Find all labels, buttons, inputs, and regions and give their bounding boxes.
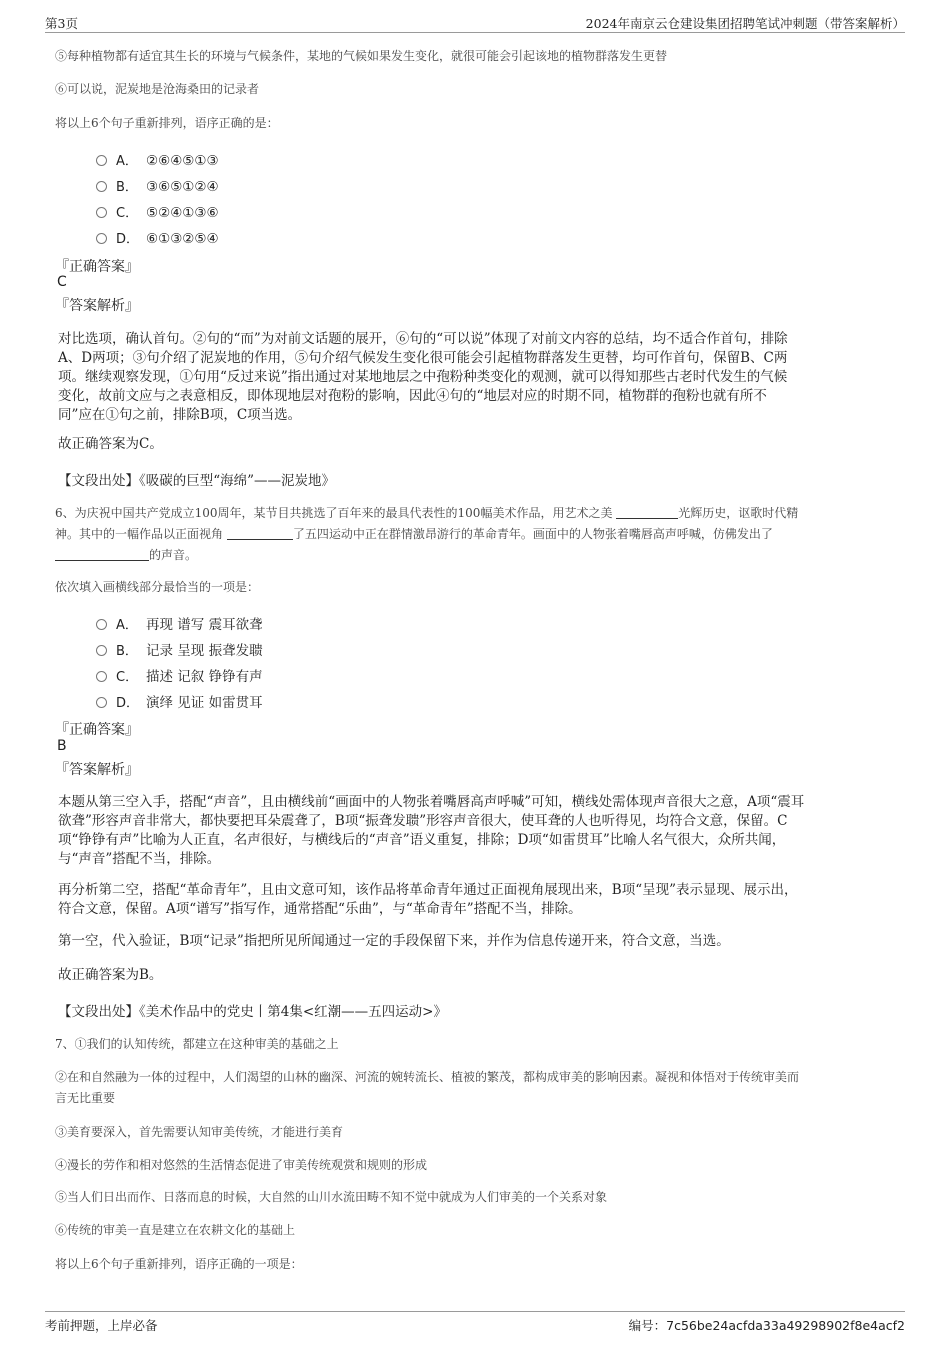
q6-answer-label: 『正确答案』	[55, 722, 139, 738]
document-code: 编号：7c56be24acfda33a49298902f8e4acf2	[628, 1318, 905, 1333]
q5-source: 【文段出处】《吸碳的巨型“海绵”——泥炭地》	[58, 473, 336, 489]
document-title: 2024年南京云仓建设集团招聘笔试冲刺题（带答案解析）	[585, 16, 905, 31]
q5-conclusion: 故正确答案为C。	[58, 436, 163, 452]
q5-answer-label: 『正确答案』	[55, 259, 139, 275]
radio-icon[interactable]	[96, 233, 107, 244]
q6-answer: B	[57, 738, 67, 754]
radio-icon[interactable]	[96, 207, 107, 218]
q5-option-d[interactable]: D． ⑥①③②⑤④	[96, 228, 219, 248]
q7-sentence-6: ⑥传统的审美一直是建立在农耕文化的基础上	[55, 1223, 296, 1237]
q7-sentence-1: 7、①我们的认知传统，都建立在这种审美的基础之上	[55, 1037, 339, 1051]
page-header	[45, 12, 905, 33]
q6-blank-1	[616, 507, 678, 519]
q6-option-a[interactable]: A． 再现 谱写 震耳欲聋	[96, 613, 263, 633]
footer-slogan: 考前押题，上岸必备	[45, 1318, 158, 1333]
radio-icon[interactable]	[96, 155, 107, 166]
q7-prompt: 将以上6个句子重新排列，语序正确的一项是：	[55, 1257, 303, 1271]
q7-sentence-3: ③美育要深入，首先需要认知审美传统，才能进行美育	[55, 1125, 344, 1139]
radio-icon[interactable]	[96, 181, 107, 192]
q6-option-b[interactable]: B． 记录 呈现 振聋发聩	[96, 639, 263, 659]
q5-option-b[interactable]: B． ③⑥⑤①②④	[96, 176, 219, 196]
page-number: 第3页	[45, 16, 78, 31]
q6-analysis-label: 『答案解析』	[55, 762, 139, 778]
q6-option-c[interactable]: C． 描述 记叙 铮铮有声	[96, 665, 263, 685]
radio-icon[interactable]	[96, 645, 107, 656]
q5-analysis: 对比选项，确认首句。②句的“而”为对前文话题的展开，⑥句的“可以说”体现了对前文内容的总结，均不适合作首句，排除 A、D两项；③句介绍了泥炭地的作用，⑤句介绍气候发生变化很可能会引起植物群落发生更替，均可作首句，保留B、C两 项。继续观察发现，①句用“反过来说”指出通过对某地地层之中孢粉种类变化的观测，就可以得知那些古老时代发生的气候 变化，故前文应与之表意相反，即体现地层对孢粉的影响，因此④句的“地层对应的时期不同，植物群的孢粉也就有所不 同”应在①句之前，排除B项，C项当选。	[58, 331, 788, 423]
q6-source: 【文段出处】《美术作品中的党史丨第4集<红潮——五四运动>》	[58, 1004, 447, 1020]
q7-sentence-4: ④漫长的劳作和相对悠然的生活情态促进了审美传统观赏和规则的形成	[55, 1158, 428, 1172]
q5-sentence-6: ⑥可以说，泥炭地是沧海桑田的记录者	[55, 82, 260, 96]
radio-icon[interactable]	[96, 671, 107, 682]
q5-option-c[interactable]: C． ⑤②④①③⑥	[96, 202, 219, 222]
q6-blank-2	[227, 528, 293, 540]
radio-icon[interactable]	[96, 619, 107, 630]
q6-conclusion: 故正确答案为B。	[58, 967, 163, 983]
q6-analysis-paragraph-1: 本题从第三空入手，搭配“声音”，且由横线前“画面中的人物张着嘴唇高声呼喊”可知，横线处需体现声音很大之意，A项“震耳 欲聋”形容声音非常大，都快要把耳朵震聋了，B项“振聋发聩”形容声音很大，使耳聋的人也听得见，均符合文意，保留。C 项“铮铮有声”比喻为人正直，名声很好，与横线后的“声音”语义重复，排除；D项“如雷贯耳”比喻人名气很大，众所共闻， 与“声音”搭配不当，排除。	[58, 794, 805, 867]
q5-sentence-5: ⑤每种植物都有适宜其生长的环境与气候条件，某地的气候如果发生变化，就很可能会引起该地的植物群落发生更替	[55, 49, 668, 63]
q6-prompt: 依次填入画横线部分最恰当的一项是：	[55, 580, 260, 594]
q5-analysis-label: 『答案解析』	[55, 298, 139, 314]
q6-analysis-paragraph-2: 再分析第二空，搭配“革命青年”，且由文意可知，该作品将革命青年通过正面视角展现出来，B项“呈现”表示显现、展示出， 符合文意，保留。A项“谱写”指写作，通常搭配“乐曲”，与“革命青年”搭配不当，排除。	[58, 882, 798, 917]
q5-option-a[interactable]: A． ②⑥④⑤①③	[96, 150, 219, 170]
q5-prompt: 将以上6个句子重新排列，语序正确的是：	[55, 116, 279, 130]
page-footer	[45, 1311, 905, 1336]
radio-icon[interactable]	[96, 697, 107, 708]
q6-option-d[interactable]: D． 演绎 见证 如雷贯耳	[96, 691, 263, 711]
q6-blank-3	[55, 549, 149, 561]
q6-stem: 6、为庆祝中国共产党成立100周年，某节目共挑选了百年来的最具代表性的100幅美术作品，用艺术之美 光辉历史，讴歌时代精 神。其中的一幅作品以正面视角 了五四运动中正在群情激昂游行的革命青年。画面中的人物张着嘴唇高声呼喊，仿佛发出了 的声音。	[55, 506, 799, 562]
q5-answer: C	[57, 274, 67, 290]
q6-analysis-paragraph-3: 第一空，代入验证，B项“记录”指把所见所闻通过一定的手段保留下来，并作为信息传递开来，符合文意，当选。	[58, 933, 730, 949]
q7-sentence-2: ②在和自然融为一体的过程中，人们渴望的山林的幽深、河流的婉转流长、植被的繁茂，都构成审美的影响因素。凝视和体悟对于传统审美而 言无比重要	[55, 1070, 800, 1105]
q7-sentence-5: ⑤当人们日出而作、日落而息的时候，大自然的山川水流田畴不知不觉中就成为人们审美的一个关系对象	[55, 1190, 608, 1204]
